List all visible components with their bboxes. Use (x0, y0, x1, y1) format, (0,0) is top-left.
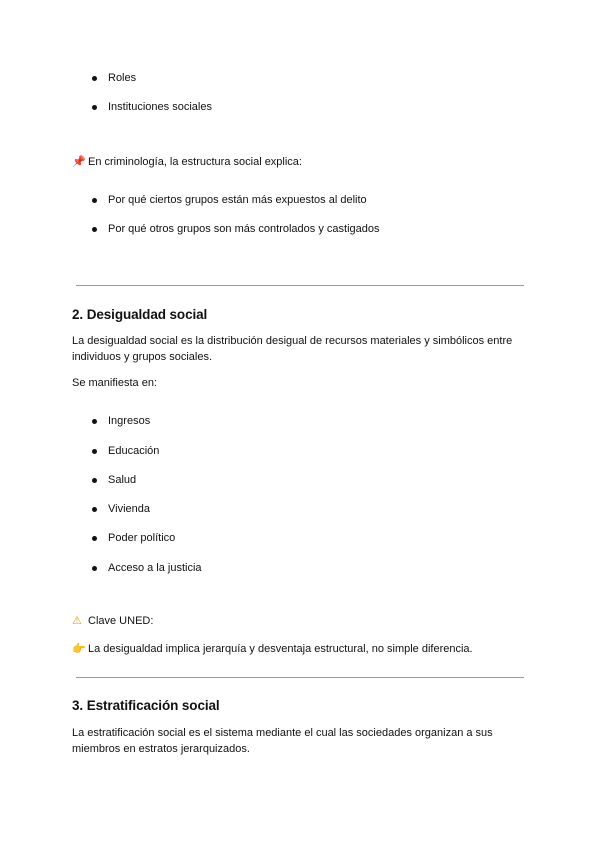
paragraph: Se manifiesta en: (72, 377, 157, 389)
list-item: Instituciones sociales (108, 100, 212, 116)
key-point-text: La desigualdad implica jerarquía y desventaja estructural, no simple diferencia. (88, 643, 473, 655)
criminology-note (72, 154, 524, 171)
key-point (72, 641, 524, 658)
list-item: Educación (108, 444, 159, 460)
divider (76, 677, 524, 678)
criminology-note-text: En criminología, la estructura social explica: (88, 156, 302, 168)
paragraph: La estratificación social es el sistema mediante el cual las sociedades organizan a sus miembros en estratos jerarquizados. (72, 727, 493, 755)
paragraph: La desigualdad social es la distribución desigual de recursos materiales y simbólicos entre individuos y grupos sociales. (72, 335, 513, 363)
pointing-hand-icon: 👉 (72, 642, 86, 655)
list-item: Vivienda (108, 502, 150, 518)
key-note (72, 613, 524, 630)
warning-icon: ⚠ (72, 614, 82, 627)
list-item: Acceso a la justicia (108, 561, 202, 577)
key-note-text: Clave UNED: (88, 615, 154, 627)
pushpin-icon: 📌 (72, 155, 86, 168)
list-item: Poder político (108, 531, 175, 547)
list-item: Por qué ciertos grupos están más expuestos al delito (108, 193, 367, 209)
section-heading: 3. Estratificación social (72, 698, 220, 713)
list-item: Roles (108, 71, 136, 87)
divider (76, 285, 524, 286)
section-heading: 2. Desigualdad social (72, 307, 208, 322)
list-item: Por qué otros grupos son más controlados y castigados (108, 222, 379, 238)
list-item: Ingresos (108, 414, 150, 430)
list-item: Salud (108, 473, 136, 489)
